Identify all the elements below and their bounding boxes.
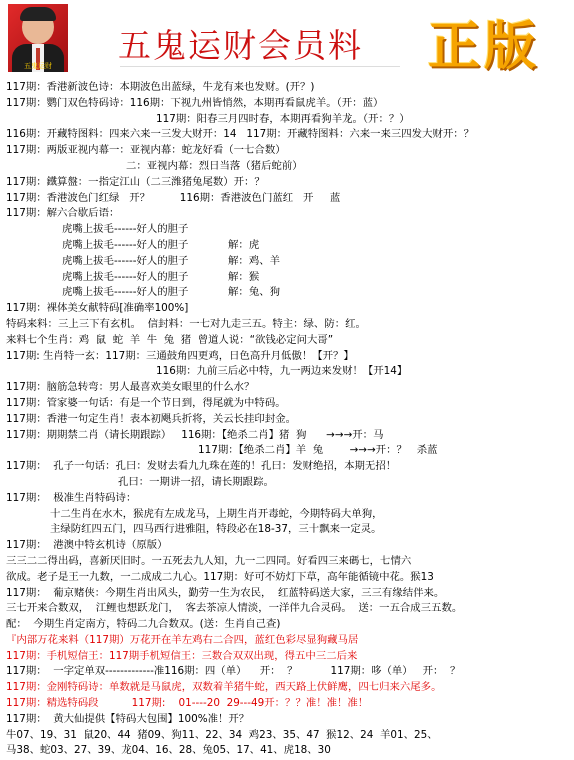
content-line-text: 马38、蛇03、27、39、龙04、16、28、兔05、17、41、虎18、30 [6, 744, 331, 757]
content-line [6, 222, 566, 238]
content-line [6, 112, 566, 128]
content-line-text: 孔曰：一期讲一招，请长期跟踪。 [118, 475, 274, 488]
page-header [0, 0, 574, 78]
content-line [6, 507, 566, 523]
content-line-text: 117期：香港新波色诗：本期波色出蓝绿，牛龙有来也发财。(开？) [6, 81, 315, 93]
content-line-text: 三七开来合数双， 江鲤也想跃龙门， 客去茶凉人情淡，一洋伴九合灵码。 送：一五合成三五数。 [6, 602, 463, 615]
content-line-text: 来料七个生肖：鸡 鼠 蛇 羊 牛 兔 猪 曾道人说：“欲钱必定问大哥” [6, 333, 334, 346]
content-line [6, 175, 566, 191]
content-line-text: 117期：解六合歇后语： [6, 207, 120, 220]
content-line [6, 96, 566, 112]
content-line [6, 143, 566, 159]
content-line [6, 728, 566, 744]
content-line-text: 117期：金刚特码诗：单数就是马鼠虎，双数着羊猪牛蛇，西天路上伏鲜鹰，四七归来六尾多。 [6, 681, 442, 694]
content-line-text: 117期: 生肖特一玄：117期：三通鼓角四更鸡，日色高升月低傲！【开？】 [6, 349, 354, 362]
avatar-hair [20, 7, 56, 21]
content-line [6, 443, 566, 459]
content-line [6, 554, 566, 570]
content-line [6, 601, 566, 617]
content-body [6, 80, 566, 759]
content-line [6, 475, 566, 491]
content-line-text: 虎嘴上拔毛------好人的胆子 解：兔、狗 [62, 286, 280, 299]
content-line [6, 317, 566, 333]
content-line [6, 333, 566, 349]
content-line [6, 364, 566, 380]
content-line [6, 301, 566, 317]
content-line-text: 117期：精选特码段 117期: 01----20 29---49开：？？准！准！准！ [6, 697, 369, 710]
content-line-text: 虎嘴上拔毛------好人的胆子 解：鸡、羊 [62, 254, 280, 267]
content-line [6, 127, 566, 143]
content-line [6, 80, 566, 96]
content-line-text: 117期：两版亚视内幕一：亚视内幕：蛇龙好看（一七合数） [6, 144, 286, 157]
content-line [6, 649, 566, 665]
content-line [6, 617, 566, 633]
content-line-text: 虎嘴上拔毛------好人的胆子 [62, 223, 189, 236]
content-line [6, 428, 566, 444]
content-line [6, 633, 566, 649]
content-line-text: 117期：鐵算盤：一指定江山（二三潍猪兔尾数）开：？ [6, 175, 265, 188]
content-line-text: 117期： 葡京赌侠：今期生肖出风头，勤劳一生为农民， 红蓝特码送大家，三三有缘结伴来。 [6, 586, 445, 599]
content-line-text: 三三二二得出码，喜新厌旧时。一五死去九人知，九一二四同。好看四三来碼七，七情六 [6, 554, 412, 567]
content-line-text: 配： 今期生肖定南方，特码二九合数双。(送：生肖自己查) [6, 618, 281, 631]
content-line-text: 主绿防红四五门，四马西行进雅阻，特段必在18-37，三十飘来一定灵。 [50, 523, 382, 536]
content-line-text: 117期：香港一句定生肖！表本初飓兵折将，关云长挂印封金。 [6, 412, 296, 425]
content-line [6, 696, 566, 712]
content-line-text: 117期：阳春三月四时春，本期再看狗羊龙。（开：？） [156, 112, 410, 125]
content-line [6, 254, 566, 270]
content-line-text: 『内部万花来料（117期）万花开在羊左鸡右二合四，蓝红色彩尽显狗藏马居 [6, 633, 359, 646]
content-line [6, 191, 566, 207]
content-line [6, 159, 566, 175]
content-line [6, 570, 566, 586]
content-line [6, 538, 566, 554]
content-line [6, 349, 566, 365]
content-line-text: 特码来料：三上三下有玄机。 信封料：一七对九走三五。特主：绿、防：红。 [6, 317, 366, 330]
content-line [6, 238, 566, 254]
content-line [6, 412, 566, 428]
content-line [6, 664, 566, 680]
content-line-text: 117期： 极准生肖特码诗： [6, 491, 137, 504]
content-line-text: 虎嘴上拔毛------好人的胆子 解：虎 [62, 238, 260, 251]
content-line-text: 117期：期期禁二肖（请长期跟踪） 116期：【绝杀二肖】猪 狗 →→→开：马 [6, 428, 384, 441]
content-line-text: 欲成。老子是王一九数，一二成成二九心。117期：好可不妨灯下草，高年能循镜中花。猴13 [6, 570, 434, 583]
content-line-text: 117期：裸体美女献特码[准确率100%] [6, 302, 189, 315]
content-line-text: 117期：香港波色门红绿 开？ 116期：香港波色门蓝红 开 蓝 [6, 191, 341, 204]
content-line-text: 117期：脑筋急转弯：男人最喜欢美女眼里的什么水？ [6, 381, 255, 394]
content-line [6, 586, 566, 602]
content-line-text: 116期：九前三后必中特，九一两边来发财！【开14】 [156, 365, 408, 378]
content-line-text: 117期： 黄大仙提供【特码大包围】100%准！开？ [6, 712, 250, 725]
page-title: 五鬼运财会员料 [118, 26, 363, 65]
content-line-text: 117期： 孔子一句话：孔曰：发财去看九九珠在莲的！孔曰：发财绝招，本期无招！ [6, 460, 397, 473]
content-line [6, 285, 566, 301]
content-line-text: 117期：手机短信王：117期手机短信王：三数合双双出现，得五中三二后来 [6, 649, 358, 662]
content-line [6, 491, 566, 507]
content-line-text: 牛07、19、31 鼠20、44 猪09、狗11、22、34 鸡23、35、47 猴12、24 羊01、25、 [6, 728, 438, 741]
content-line-text: 117期：鹦门双色特码诗：116期：下视九州皆悄然，本期再看鼠虎羊。（开：蓝） [6, 96, 384, 109]
content-line-text: 虎嘴上拔毛------好人的胆子 解：猴 [62, 270, 260, 283]
content-line [6, 522, 566, 538]
content-line [6, 459, 566, 475]
content-line-text: 117期： 港澳中特玄机诗（原版） [6, 539, 168, 552]
content-line-text: 二：亚视内幕：烈日当落（猪后蛇前） [126, 159, 303, 172]
content-line [6, 396, 566, 412]
content-line [6, 743, 566, 759]
avatar-caption: 五鬼运财 [24, 62, 52, 70]
content-line [6, 206, 566, 222]
content-line-text: 117期：【绝杀二肖】羊 兔 →→→开：？ 杀蓝 [198, 444, 438, 457]
content-line [6, 712, 566, 728]
authentic-badge: 正版 [428, 16, 541, 77]
content-line [6, 680, 566, 696]
title-underline [120, 66, 400, 67]
content-line [6, 270, 566, 286]
content-line-text: 116期：开藏特图料：四来六来一三发大财开：14 117期：开藏特图料：六来一来三四发大财开：？ [6, 128, 475, 141]
content-line-text: 十二生肖在水木，猴虎有左成龙马，上期生肖开毒蛇，今期特码大单狗， [50, 507, 383, 520]
avatar [8, 4, 68, 72]
content-line-text: 117期：管家婆一句话：有是一个节日到，得尾就为中特码。 [6, 396, 286, 409]
content-line-text: 117期： 一字定单双-------------准116期：四（单） 开： ？ 117期：哆（单） 开： ？ [6, 665, 461, 678]
content-line [6, 380, 566, 396]
